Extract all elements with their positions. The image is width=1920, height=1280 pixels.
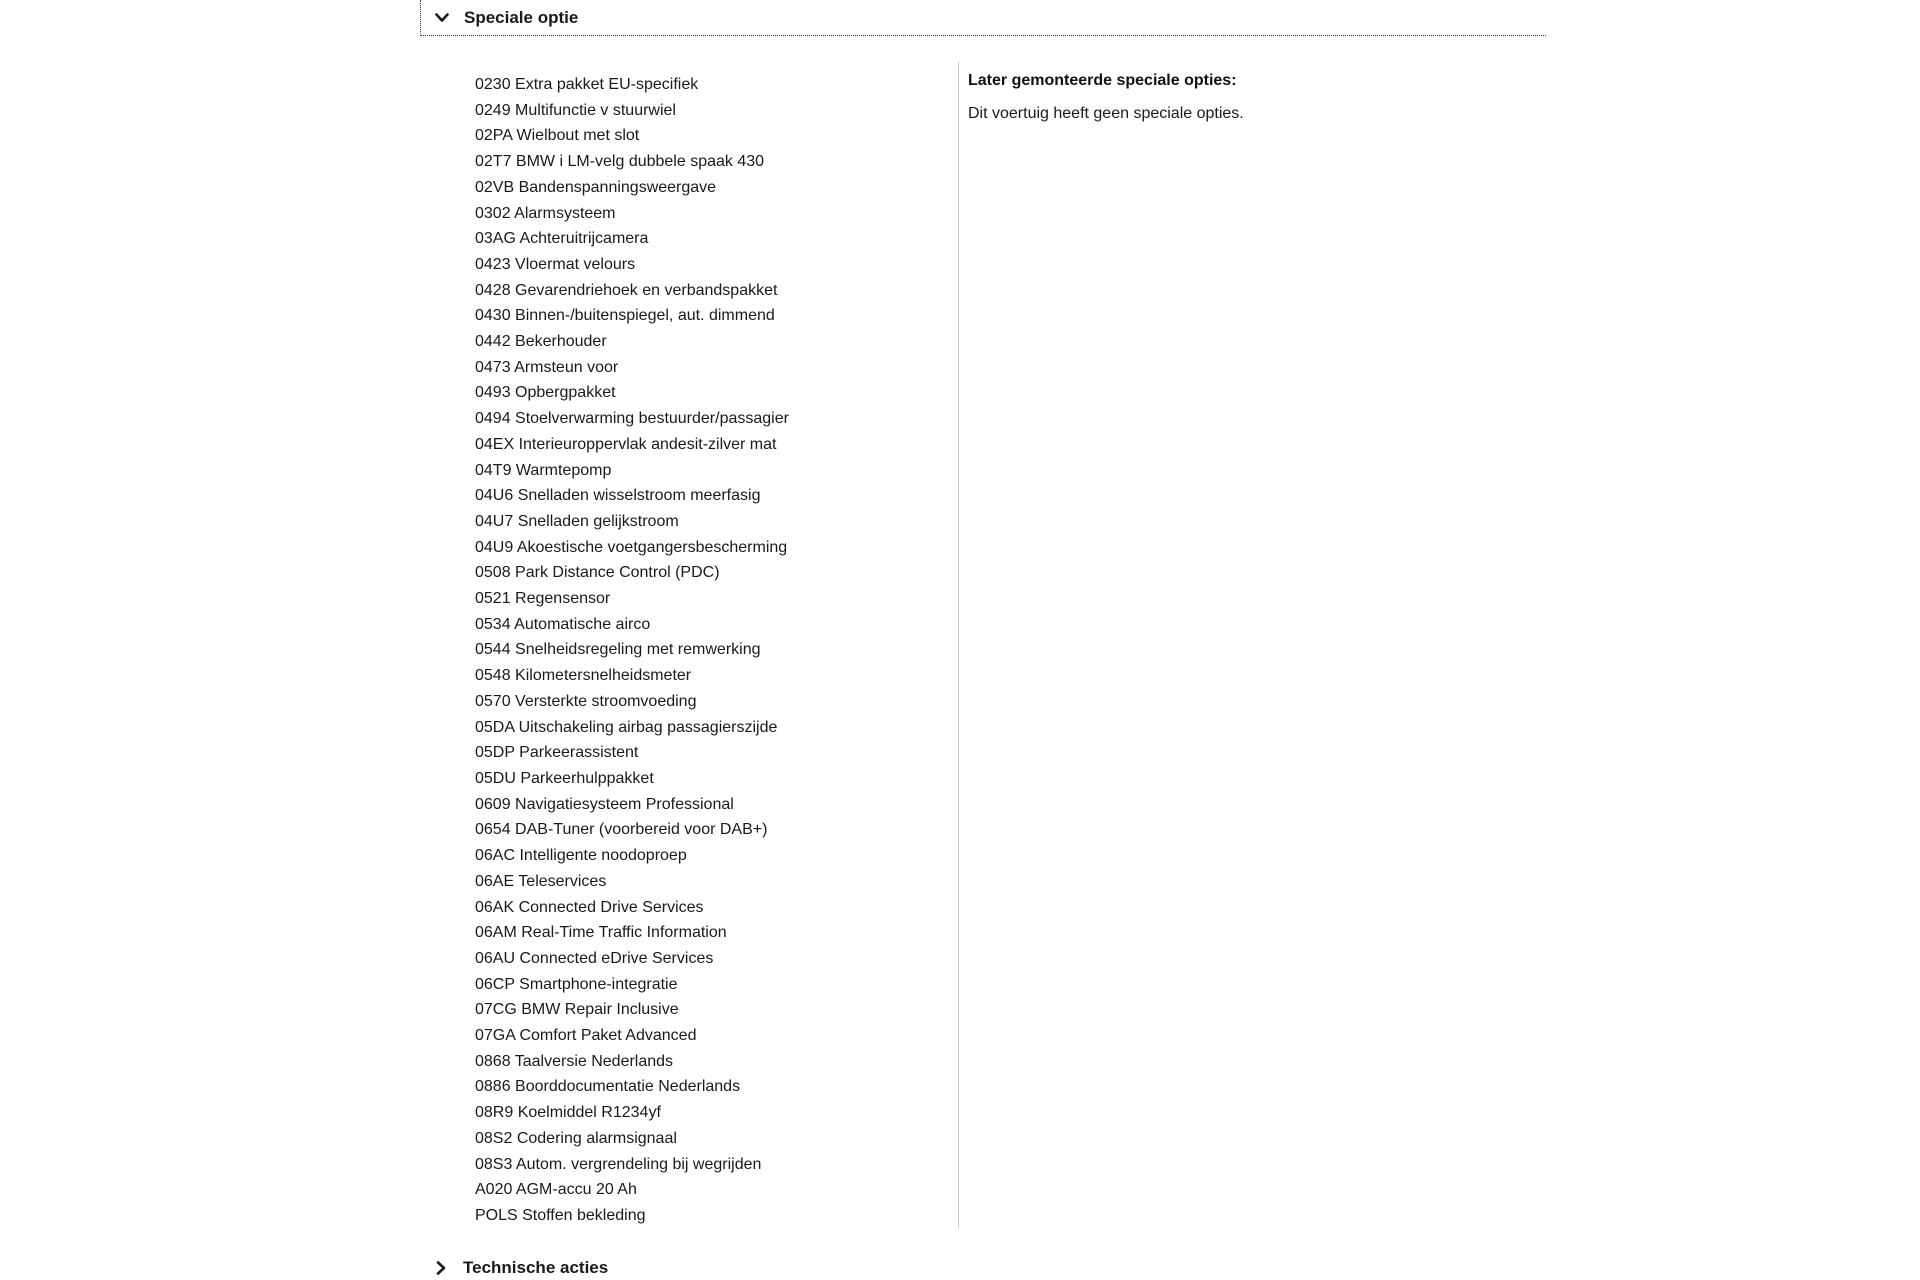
column-divider (958, 62, 959, 1228)
chevron-down-icon (434, 10, 450, 26)
option-item: 0493 Opbergpakket (475, 384, 616, 402)
section-title: Speciale optie (464, 7, 579, 27)
option-item: 03AG Achteruitrijcamera (475, 230, 649, 248)
option-item: 0534 Automatische airco (475, 615, 651, 633)
option-item: 06AE Teleservices (475, 872, 607, 890)
option-item: 0430 Binnen-/buitenspiegel, aut. dimmend (475, 307, 775, 325)
option-item: 06AU Connected eDrive Services (475, 949, 714, 967)
option-item: 08R9 Koelmiddel R1234yf (475, 1104, 661, 1122)
option-item: 05DP Parkeerassistent (475, 744, 639, 762)
option-item: 0508 Park Distance Control (PDC) (475, 564, 720, 582)
section-header-technische-acties[interactable] (420, 1252, 1546, 1280)
option-item: 06AM Real-Time Traffic Information (475, 924, 727, 942)
special-options-list (475, 72, 945, 1229)
option-item: 04U9 Akoestische voetgangersbescherming (475, 538, 788, 556)
option-item: 0473 Armsteun voor (475, 358, 619, 376)
section-header-speciale-optie[interactable] (420, 0, 1546, 36)
option-item: 0548 Kilometersnelheidsmeter (475, 667, 692, 685)
option-item: 0654 DAB-Tuner (voorbereid voor DAB+) (475, 821, 768, 839)
option-item: 04U7 Snelladen gelijkstroom (475, 512, 679, 530)
retrofit-options-column (968, 72, 1528, 123)
option-item: 0230 Extra pakket EU-specifiek (475, 76, 699, 93)
option-item: 0570 Versterkte stroomvoeding (475, 692, 697, 710)
option-item: 07CG BMW Repair Inclusive (475, 1001, 679, 1019)
option-item: 04U6 Snelladen wisselstroom meerfasig (475, 487, 761, 505)
option-item: 06CP Smartphone-integratie (475, 975, 678, 993)
option-item: POLS Stoffen bekleding (475, 1206, 646, 1224)
option-item: 02VB Bandenspanningsweergave (475, 178, 717, 196)
option-item: 05DA Uitschakeling airbag passagierszijde (475, 718, 778, 736)
option-item: 02T7 BMW i LM-velg dubbele spaak 430 (475, 153, 765, 171)
option-item: A020 AGM-accu 20 Ah (475, 1181, 637, 1199)
option-item: 0609 Navigatiesysteem Professional (475, 795, 734, 813)
option-item: 06AK Connected Drive Services (475, 898, 704, 916)
option-item: 04T9 Warmtepomp (475, 461, 612, 479)
option-item: 0442 Bekerhouder (475, 333, 607, 351)
option-item: 0521 Regensensor (475, 590, 611, 608)
retrofit-options-heading: Later gemonteerde speciale opties: (968, 72, 1237, 89)
option-item: 0544 Snelheidsregeling met remwerking (475, 641, 761, 659)
option-item: 05DU Parkeerhulppakket (475, 769, 654, 787)
option-item: 08S3 Autom. vergrendeling bij wegrijden (475, 1155, 762, 1173)
option-item: 06AC Intelligente noodoproep (475, 847, 687, 865)
option-item: 04EX Interieuroppervlak andesit-zilver mat (475, 435, 777, 453)
option-item: 0302 Alarmsysteem (475, 204, 616, 222)
option-item: 0868 Taalversie Nederlands (475, 1052, 674, 1070)
option-item: 0249 Multifunctie v stuurwiel (475, 101, 676, 119)
option-item: 0428 Gevarendriehoek en verbandspakket (475, 281, 778, 299)
section-title: Technische acties (463, 1258, 609, 1277)
option-item: 07GA Comfort Paket Advanced (475, 1027, 697, 1045)
option-item: 0494 Stoelverwarming bestuurder/passagier (475, 410, 789, 428)
option-item: 0886 Boorddocumentatie Nederlands (475, 1078, 741, 1096)
option-item: 02PA Wielbout met slot (475, 127, 640, 145)
option-item: 0423 Vloermat velours (475, 255, 636, 273)
option-item: 08S2 Codering alarmsignaal (475, 1129, 677, 1147)
chevron-right-icon (433, 1260, 449, 1276)
retrofit-options-text: Dit voertuig heeft geen speciale opties. (968, 105, 1244, 122)
